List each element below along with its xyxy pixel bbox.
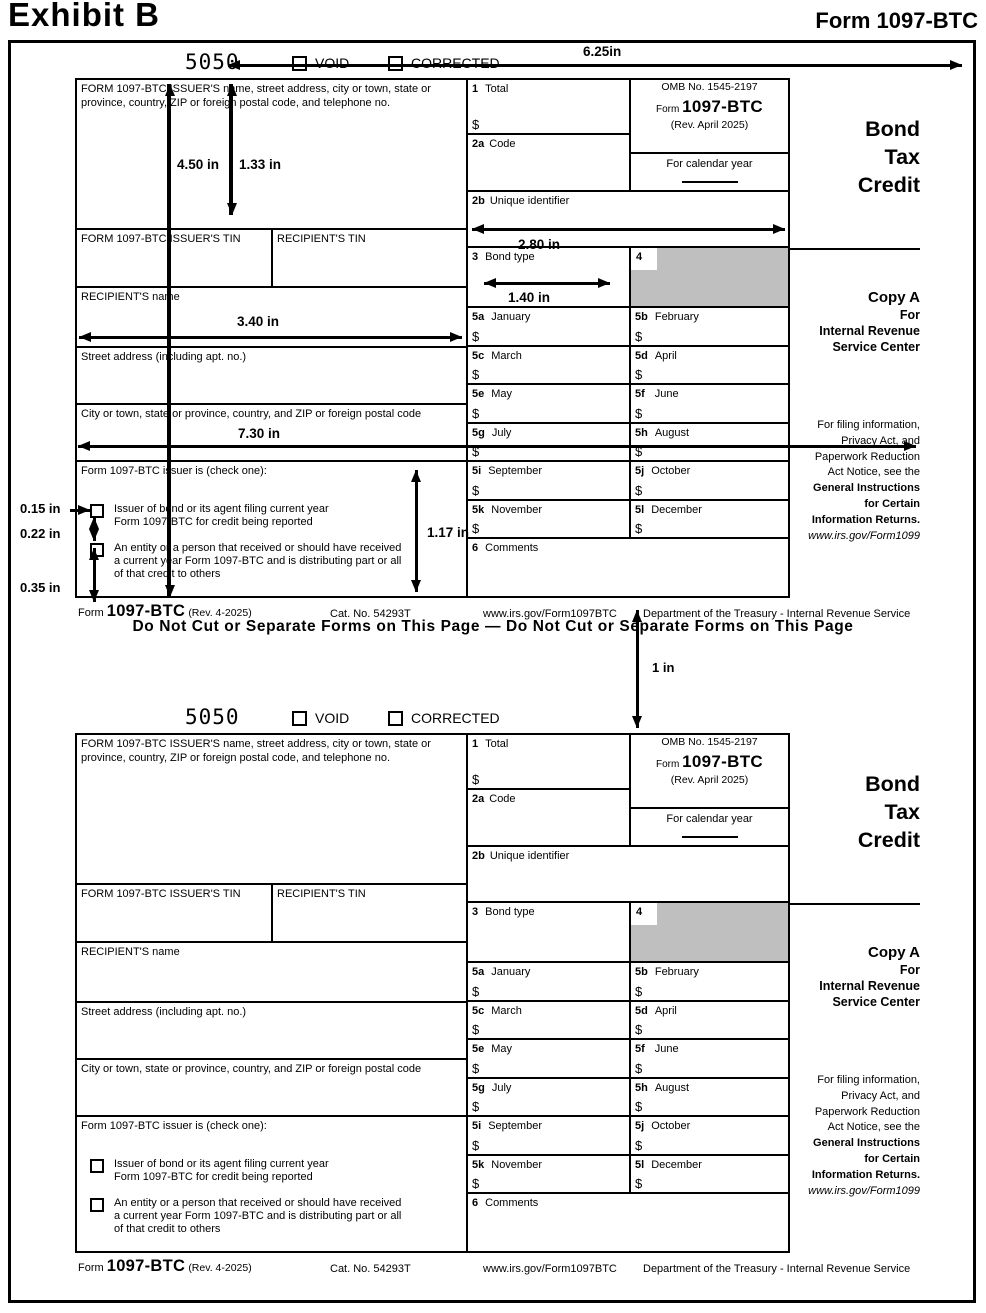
dollar-sign: $: [472, 771, 480, 787]
issuer-name-box[interactable]: [77, 80, 468, 230]
box5l-december[interactable]: 5l December $: [631, 1156, 788, 1194]
footer-catalog-number: Cat. No. 54293T: [330, 608, 411, 620]
gap-label-1-in: 1 in: [652, 660, 675, 675]
irs-1099-url: www.irs.gov/Form1099: [808, 529, 920, 542]
calendar-year-box[interactable]: [631, 809, 788, 847]
calendar-year-box[interactable]: [631, 154, 788, 192]
recipient-name-box[interactable]: [77, 943, 468, 1003]
gap-arrow-0-22: [93, 517, 96, 541]
width-arrow-6-25: [228, 64, 962, 67]
form-grid: [75, 733, 790, 1253]
void-label: VOID: [315, 710, 350, 726]
bond-tax-credit-title: Bond Tax Credit: [857, 772, 920, 852]
width-label-6-25: 6.25in: [583, 44, 622, 59]
street-address-box[interactable]: [77, 1003, 468, 1060]
recipient-tin-box[interactable]: [273, 885, 468, 943]
form-number-title: Form 1097-BTC: [656, 96, 763, 116]
box5g-july[interactable]: 5g July $: [468, 424, 631, 462]
calendar-year-blank[interactable]: [682, 181, 738, 183]
gap-arrow-1-in: [636, 610, 639, 728]
height-arrow-1-17: [415, 470, 418, 592]
box2a-code[interactable]: 2a Code: [468, 790, 631, 847]
width-arrow-3-40: [79, 336, 462, 339]
box5j-october[interactable]: 5j October $: [631, 1117, 788, 1156]
box5d-april[interactable]: 5d April $: [631, 347, 788, 385]
city-box[interactable]: [77, 1060, 468, 1117]
box5c-march[interactable]: 5c March $: [468, 1002, 631, 1040]
right-column-divider: [790, 248, 920, 250]
issuer-is-box: [77, 462, 468, 596]
box5h-august[interactable]: 5h August $: [631, 1079, 788, 1117]
do-not-cut-text: Do Not Cut or Separate Forms on This Page — Do Not Cut or Separate Forms on This Page: [132, 618, 854, 635]
height-arrow-1-33: [229, 84, 233, 215]
recipient-name-label: RECIPIENT'S name: [81, 946, 180, 958]
footer-department: Department of the Treasury - Internal Revenue Service: [643, 608, 911, 620]
box5a-january[interactable]: 5a January $: [468, 963, 631, 1002]
omb-number: OMB No. 1545-2197: [661, 736, 758, 748]
corrected-label: CORRECTED: [411, 710, 500, 726]
issuer-tin-box[interactable]: [77, 885, 273, 943]
box5c-march[interactable]: 5c March $: [468, 347, 631, 385]
width-arrow-2-80: [472, 228, 785, 231]
box3-bond-type[interactable]: 3 Bond type: [468, 248, 631, 308]
form-code-5050: 5050: [185, 50, 240, 74]
box5b-february[interactable]: 5b February $: [631, 963, 788, 1002]
box5k-november[interactable]: 5k November $: [468, 1156, 631, 1194]
revision-date: (Rev. April 2025): [670, 774, 749, 786]
box1-total[interactable]: 1 Total $: [468, 735, 631, 790]
height-arrow-4-50: [167, 84, 171, 597]
box2a-code[interactable]: 2a Code: [468, 135, 631, 192]
corrected-checkbox[interactable]: [388, 711, 403, 726]
box5f-june[interactable]: 5f June $: [631, 385, 788, 424]
bond-tax-credit-title: Bond Tax Credit: [857, 117, 920, 197]
box5f-june[interactable]: 5f June $: [631, 1040, 788, 1079]
calendar-year-blank[interactable]: [682, 836, 738, 838]
width-label-2-80: 2.80 in: [518, 237, 561, 252]
city-label: City or town, state or province, country, and ZIP or foreign postal code: [81, 408, 422, 420]
box4-shaded: [631, 903, 788, 963]
issuer-name-label: FORM 1097-BTC ISSUER'S name, street address, city or town, state or province, country, ZIP or foreign postal code, and telephone no.: [81, 83, 431, 109]
void-label: VOID: [315, 55, 350, 71]
calendar-year-label: For calendar year: [666, 813, 753, 825]
box1-total[interactable]: 1 Total $: [468, 80, 631, 135]
gap-arrow-0-15: [70, 509, 90, 512]
height-label-1-17: 1.17 in: [427, 525, 470, 540]
footer-form-number: Form 1097-BTC (Rev. 4-2025): [78, 602, 252, 620]
height-label-4-50: 4.50 in: [177, 157, 220, 172]
dollar-sign: $: [472, 116, 480, 132]
box5d-april[interactable]: 5d April $: [631, 1002, 788, 1040]
exhibit-title: Exhibit B: [8, 0, 161, 33]
box4-shaded: [631, 248, 788, 308]
box6-comments[interactable]: 6 Comments: [472, 542, 539, 554]
footer-irs-url: www.irs.gov/Form1097BTC: [483, 608, 617, 620]
footer-catalog-number: Cat. No. 54293T: [330, 1263, 411, 1275]
right-column-divider: [790, 903, 920, 905]
width-label-3-40: 3.40 in: [237, 314, 280, 329]
form-number-title: Form 1097-BTC: [656, 751, 763, 771]
gap-label-0-15: 0.15 in: [20, 501, 61, 516]
box5h-august[interactable]: 5h August $: [631, 424, 788, 462]
issuer-is-label: Form 1097-BTC issuer is (check one):: [81, 465, 267, 477]
omb-box: [631, 735, 788, 809]
recipient-tin-label: RECIPIENT'S TIN: [277, 233, 366, 245]
street-address-label: Street address (including apt. no.): [81, 351, 247, 363]
entity-distributor-text: An entity or a person that received or should have received a current year Form 1097-BTC and is distributing part or all of that credit to others: [114, 1197, 402, 1235]
recipient-tin-box[interactable]: [273, 230, 468, 288]
street-address-box[interactable]: [77, 348, 468, 405]
form-code-5050: 5050: [185, 705, 240, 729]
width-arrow-7-30: [78, 445, 916, 448]
footer-form-number: Form 1097-BTC (Rev. 4-2025): [78, 1257, 252, 1275]
footer-irs-url: www.irs.gov/Form1097BTC: [483, 1263, 617, 1275]
box5g-july[interactable]: 5g July $: [468, 1079, 631, 1117]
issuer-agent-text: Issuer of bond or its agent filing current year Form 1097-BTC for credit being reported: [114, 1158, 329, 1183]
recipient-tin-label: RECIPIENT'S TIN: [277, 888, 366, 900]
box2b-unique-identifier[interactable]: 2b Unique identifier: [468, 192, 788, 248]
entity-distributor-text: An entity or a person that received or should have received a current year Form 1097-BTC and is distributing part or all of that credit to others: [114, 542, 402, 580]
form-copy-2: [0, 695, 986, 1295]
void-checkbox[interactable]: [292, 711, 307, 726]
box5b-february[interactable]: 5b February $: [631, 308, 788, 347]
copy-a-block: Copy A For Internal Revenue Service Center: [819, 289, 920, 354]
box5e-may[interactable]: 5e May $: [468, 1040, 631, 1079]
box6-comments[interactable]: 6 Comments: [472, 1197, 539, 1209]
issuer-agent-text: Issuer of bond or its agent filing current year Form 1097-BTC for credit being reported: [114, 503, 329, 528]
issuer-agent-checkbox[interactable]: [90, 504, 104, 518]
city-label: City or town, state or province, country, and ZIP or foreign postal code: [81, 1063, 422, 1075]
omb-box: [631, 80, 788, 154]
gap-label-0-35: 0.35 in: [20, 580, 61, 595]
revision-date: (Rev. April 2025): [670, 119, 749, 131]
box5k-november[interactable]: 5k November $: [468, 501, 631, 539]
recipient-name-label: RECIPIENT'S name: [81, 291, 180, 303]
issuer-name-label: FORM 1097-BTC ISSUER'S name, street address, city or town, state or province, country, ZIP or foreign postal code, and telephone no.: [81, 738, 431, 764]
box3-bond-type[interactable]: 3 Bond type: [468, 903, 631, 963]
box5l-december[interactable]: 5l December $: [631, 501, 788, 539]
box4-number: 4: [631, 248, 657, 270]
gap-label-0-22: 0.22 in: [20, 526, 61, 541]
width-label-1-40: 1.40 in: [508, 290, 551, 305]
corrected-label: CORRECTED: [411, 55, 500, 71]
form-copy-1: [0, 40, 986, 640]
omb-number: OMB No. 1545-2197: [661, 81, 758, 93]
entity-distributor-checkbox[interactable]: [90, 1198, 104, 1212]
box5i-september[interactable]: 5i September $: [468, 462, 631, 501]
filing-information-block: For filing information, Privacy Act, and Paperwork Reduction Act Notice, see the General Instructions for Certain Information Returns. www.irs.gov/Form1099: [792, 418, 920, 544]
issuer-tin-label: FORM 1097-BTC ISSUER'S TIN: [81, 888, 241, 900]
filing-information-block: For filing information, Privacy Act, and Paperwork Reduction Act Notice, see the General Instructions for Certain Information Returns. www.irs.gov/Form1099: [792, 1073, 920, 1199]
box2b-unique-identifier[interactable]: 2b Unique identifier: [468, 847, 788, 903]
box5e-may[interactable]: 5e May $: [468, 385, 631, 424]
issuer-tin-label: FORM 1097-BTC ISSUER'S TIN: [81, 233, 241, 245]
page-form-title: Form 1097-BTC: [815, 8, 978, 33]
footer-department: Department of the Treasury - Internal Revenue Service: [643, 1263, 911, 1275]
issuer-is-label: Form 1097-BTC issuer is (check one):: [81, 1120, 267, 1132]
width-arrow-1-40: [484, 282, 610, 285]
height-label-1-33: 1.33 in: [239, 157, 282, 172]
box5j-october[interactable]: 5j October $: [631, 462, 788, 501]
copy-a-block: Copy A For Internal Revenue Service Center: [819, 944, 920, 1009]
width-label-7-30: 7.30 in: [238, 426, 281, 441]
calendar-year-label: For calendar year: [666, 158, 753, 170]
issuer-agent-checkbox[interactable]: [90, 1159, 104, 1173]
box4-number: 4: [631, 903, 657, 925]
box5a-january[interactable]: 5a January $: [468, 308, 631, 347]
issuer-is-box: [77, 1117, 468, 1251]
street-address-label: Street address (including apt. no.): [81, 1006, 247, 1018]
gap-arrow-0-35: [93, 548, 96, 602]
issuer-tin-box[interactable]: [77, 230, 273, 288]
irs-1099-url: www.irs.gov/Form1099: [808, 1184, 920, 1197]
box5i-september[interactable]: 5i September $: [468, 1117, 631, 1156]
issuer-name-box[interactable]: [77, 735, 468, 885]
